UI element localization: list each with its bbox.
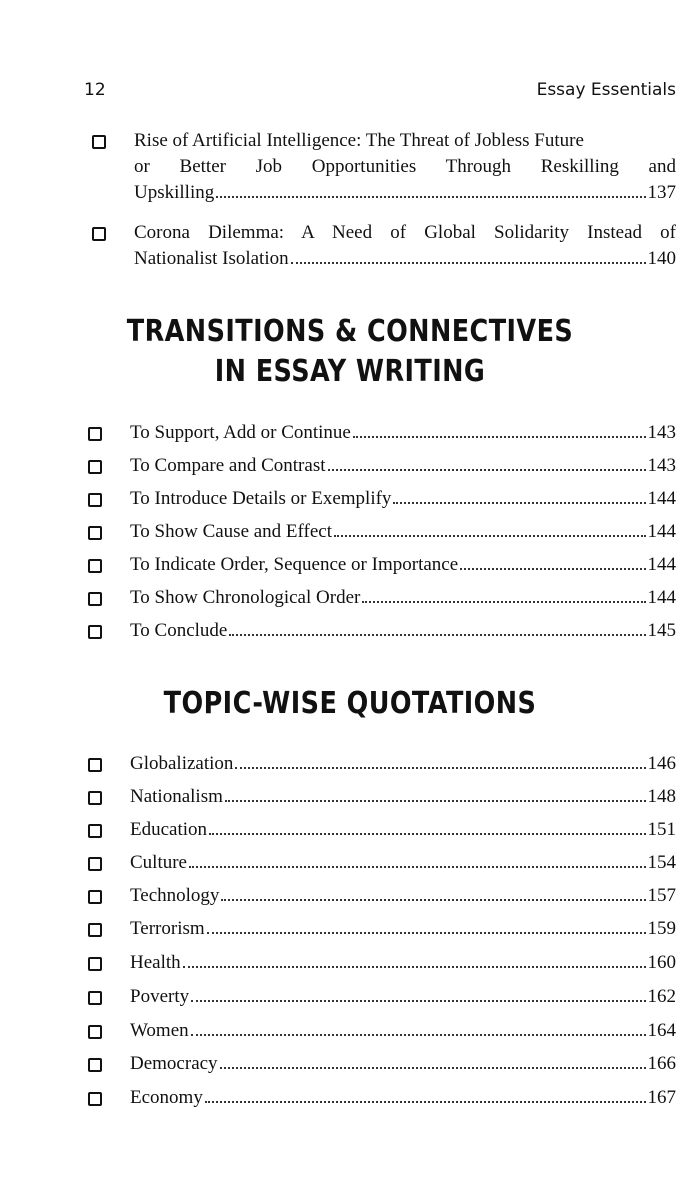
toc-entry xyxy=(88,552,676,578)
dot-leader xyxy=(328,469,646,471)
toc-entry-corona xyxy=(92,220,676,272)
toc-entry-title: To Compare and Contrast xyxy=(130,455,326,476)
dot-leader xyxy=(225,800,646,802)
dot-leader xyxy=(216,196,645,198)
page-number: 12 xyxy=(84,80,106,100)
toc-entry xyxy=(88,1018,676,1044)
checkbox-icon xyxy=(88,625,102,639)
section-title-line: IN ESSAY WRITING xyxy=(214,354,486,389)
checkbox-icon xyxy=(88,460,102,474)
toc-entry-title: Education xyxy=(130,819,208,840)
dot-leader xyxy=(183,966,646,968)
toc-page-number: 166 xyxy=(647,1053,676,1074)
toc-entry xyxy=(88,519,676,545)
checkbox-icon xyxy=(88,857,102,871)
dot-leader xyxy=(189,866,646,868)
toc-entry-title-end: Nationalist Isolation xyxy=(134,248,289,269)
dot-leader xyxy=(229,634,645,636)
toc-page-number: 167 xyxy=(647,1087,676,1108)
toc-page-number: 164 xyxy=(647,1020,676,1041)
dot-leader xyxy=(291,262,646,264)
checkbox-icon xyxy=(88,1058,102,1072)
toc-entry-title: To Indicate Order, Sequence or Importance xyxy=(130,554,459,575)
toc-entry-title: Nationalism xyxy=(130,786,223,807)
checkbox-icon xyxy=(88,427,102,441)
toc-entry-title-end: Upskilling xyxy=(134,182,215,203)
toc-entry xyxy=(88,751,676,777)
checkbox-icon xyxy=(88,592,102,606)
toc-entry-title: Health xyxy=(130,952,181,973)
toc-page-number: 159 xyxy=(647,918,676,939)
toc-entry-line: Corona Dilemma: A Need of Global Solidarity Instead of xyxy=(134,222,676,243)
toc-entry xyxy=(88,1085,676,1111)
toc-entry xyxy=(88,420,676,446)
dot-leader xyxy=(393,502,645,504)
toc-entry-last-line xyxy=(134,180,676,206)
dot-leader xyxy=(334,535,646,537)
dot-leader xyxy=(235,767,645,769)
toc-entry-title: To Support, Add or Continue xyxy=(130,422,351,443)
toc-entry-ai xyxy=(92,128,676,206)
toc-entry-title: To Show Cause and Effect xyxy=(130,521,332,542)
toc-entry-title: Culture xyxy=(130,852,187,873)
toc-page-number: 144 xyxy=(647,587,676,608)
toc-entry xyxy=(88,817,676,843)
checkbox-icon xyxy=(88,1092,102,1106)
dot-leader xyxy=(221,899,645,901)
toc-entry-title: Women xyxy=(130,1020,189,1041)
toc-entry-title: To Conclude xyxy=(130,620,228,641)
toc-entry xyxy=(88,984,676,1010)
checkbox-icon xyxy=(88,493,102,507)
toc-page-number: 140 xyxy=(647,248,676,269)
dot-leader xyxy=(207,932,646,934)
toc-entry xyxy=(88,453,676,479)
toc-entry-title: To Show Chronological Order xyxy=(130,587,361,608)
toc-page-number: 143 xyxy=(647,422,676,443)
section-title-transitions xyxy=(53,312,648,392)
toc-entry xyxy=(88,585,676,611)
toc-page-number: 137 xyxy=(647,182,676,203)
toc-page-number: 157 xyxy=(647,885,676,906)
dot-leader xyxy=(205,1101,646,1103)
toc-entry xyxy=(88,883,676,909)
checkbox-icon xyxy=(88,559,102,573)
section-title-quotations xyxy=(53,684,648,724)
section-title-line: TOPIC-WISE QUOTATIONS xyxy=(163,686,537,721)
toc-page-number: 162 xyxy=(647,986,676,1007)
toc-page-number: 144 xyxy=(647,521,676,542)
toc-entry-title: Democracy xyxy=(130,1053,218,1074)
section-title-line: TRANSITIONS & CONNECTIVES xyxy=(126,314,574,349)
toc-entry-title: Economy xyxy=(130,1087,203,1108)
toc-page-number: 148 xyxy=(647,786,676,807)
checkbox-icon xyxy=(88,991,102,1005)
checkbox-icon xyxy=(88,758,102,772)
toc-entry xyxy=(88,850,676,876)
toc-entry-title: Poverty xyxy=(130,986,190,1007)
toc-entry-title: Technology xyxy=(130,885,220,906)
checkbox-icon xyxy=(88,791,102,805)
toc-entry-title: To Introduce Details or Exemplify xyxy=(130,488,392,509)
toc-entry xyxy=(88,618,676,644)
checkbox-icon xyxy=(88,923,102,937)
toc-page-number: 144 xyxy=(647,554,676,575)
dot-leader xyxy=(191,1000,645,1002)
toc-page-number: 151 xyxy=(647,819,676,840)
toc-entry-last-line xyxy=(134,246,676,272)
toc-entry-title: Terrorism xyxy=(130,918,205,939)
toc-page-number: 145 xyxy=(647,620,676,641)
dot-leader xyxy=(362,601,645,603)
toc-page-number: 143 xyxy=(647,455,676,476)
toc-entry-text xyxy=(134,220,676,272)
checkbox-icon xyxy=(88,526,102,540)
checkbox-icon xyxy=(92,227,106,241)
page-header xyxy=(84,80,676,100)
running-title: Essay Essentials xyxy=(536,80,676,100)
checkbox-icon xyxy=(92,135,106,149)
dot-leader xyxy=(353,436,646,438)
toc-entry-title: Globalization xyxy=(130,753,234,774)
toc-entry xyxy=(88,486,676,512)
toc-entry-line: Rise of Artificial Intelligence: The Threat of Jobless Future xyxy=(134,130,584,151)
checkbox-icon xyxy=(88,890,102,904)
toc-page-number: 160 xyxy=(647,952,676,973)
toc-page-number: 144 xyxy=(647,488,676,509)
toc-entry xyxy=(88,1051,676,1077)
checkbox-icon xyxy=(88,824,102,838)
toc-page-number: 146 xyxy=(647,753,676,774)
checkbox-icon xyxy=(88,957,102,971)
dot-leader xyxy=(220,1067,646,1069)
toc-entry-text xyxy=(134,128,676,206)
checkbox-icon xyxy=(88,1025,102,1039)
toc-entry xyxy=(88,950,676,976)
toc-entry xyxy=(88,916,676,942)
toc-page-number: 154 xyxy=(647,852,676,873)
dot-leader xyxy=(209,833,645,835)
dot-leader xyxy=(191,1034,646,1036)
dot-leader xyxy=(460,568,645,570)
toc-entry xyxy=(88,784,676,810)
toc-entry-line: or Better Job Opportunities Through Reskilling and xyxy=(134,156,676,177)
